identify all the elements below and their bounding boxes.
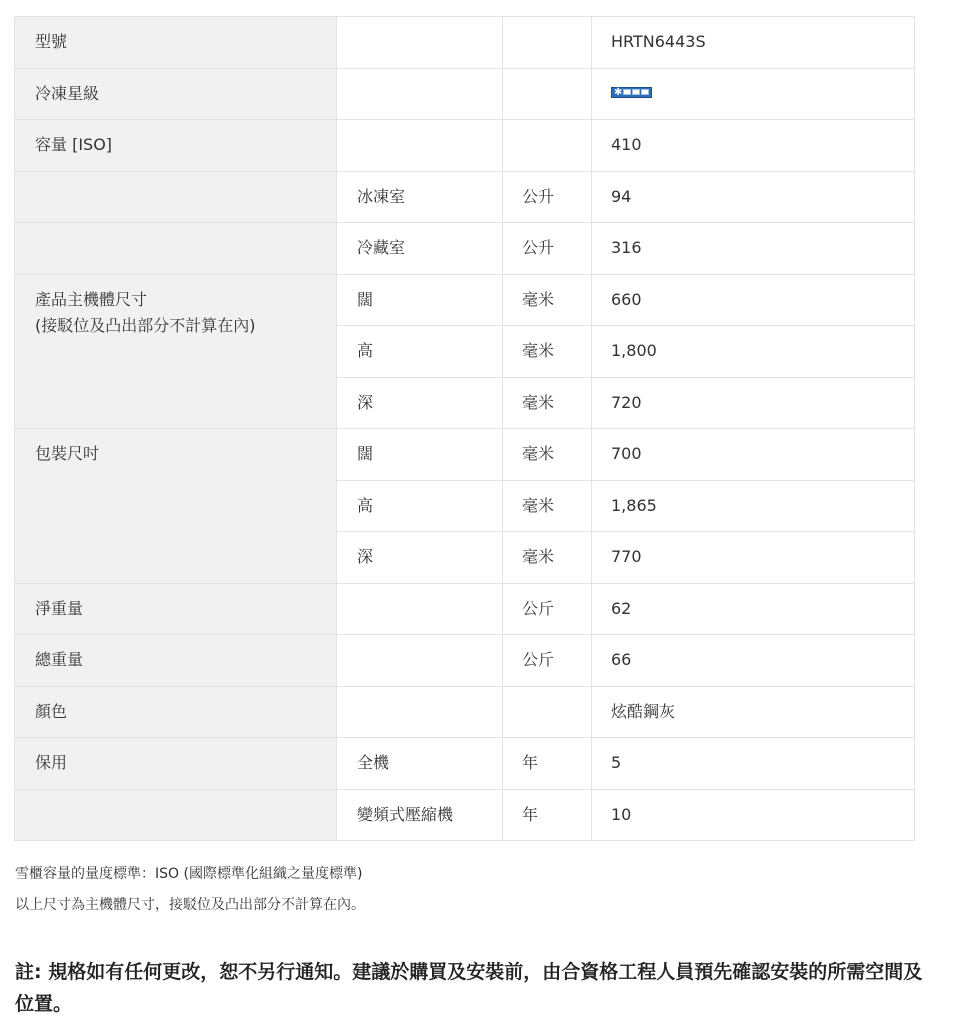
table-row-freezer-rating (15, 68, 915, 120)
table-row-net-weight (15, 583, 915, 635)
gross-weight-unit: 公斤 (503, 635, 592, 687)
table-row-gross-weight (15, 635, 915, 687)
color-value: 炫酷鋼灰 (592, 686, 915, 738)
dimension-name: 闊 (337, 274, 503, 326)
dimension-name: 高 (337, 480, 503, 532)
warranty-item-name: 變頻式壓縮機 (337, 789, 503, 841)
dimension-note: 以上尺寸為主機體尺寸，接駁位及凸出部分不計算在內。 (15, 897, 365, 913)
table-row-warranty-compressor (15, 789, 915, 841)
freezer-compartment-name: 冰凍室 (337, 171, 503, 223)
warranty-label: 保用 (15, 738, 337, 790)
table-row-warranty-unit (15, 738, 915, 790)
package-dimensions-label: 包裝尺吋 (15, 429, 337, 584)
freezer-rating-value (592, 68, 915, 120)
dimension-value: 1,800 (592, 326, 915, 378)
table-row-package-width (15, 429, 915, 481)
dimension-unit: 毫米 (503, 532, 592, 584)
empty-cell (337, 686, 503, 738)
dimension-unit: 毫米 (503, 274, 592, 326)
freezer-capacity-unit: 公升 (503, 171, 592, 223)
net-weight-label: 淨重量 (15, 583, 337, 635)
dimension-value: 1,865 (592, 480, 915, 532)
model-label: 型號 (15, 17, 337, 69)
empty-cell (337, 635, 503, 687)
net-weight-unit: 公斤 (503, 583, 592, 635)
four-star-freezer-rating-icon: ✱ (611, 87, 652, 98)
warranty-unit: 年 (503, 789, 592, 841)
dimension-name: 高 (337, 326, 503, 378)
table-row-product-width (15, 274, 915, 326)
dimension-name: 闊 (337, 429, 503, 481)
dimension-value: 660 (592, 274, 915, 326)
model-value: HRTN6443S (592, 17, 915, 69)
capacity-total-value: 410 (592, 120, 915, 172)
empty-cell (337, 17, 503, 69)
spec-table (14, 16, 915, 841)
freezer-capacity-value: 94 (592, 171, 915, 223)
gross-weight-value: 66 (592, 635, 915, 687)
table-row-capacity (15, 120, 915, 172)
empty-cell (337, 583, 503, 635)
product-dimensions-label: 產品主機體尺寸 (接駁位及凸出部分不計算在內) (15, 274, 337, 429)
dimension-unit: 毫米 (503, 480, 592, 532)
dimension-value: 720 (592, 377, 915, 429)
warranty-value: 5 (592, 738, 915, 790)
dimension-unit: 毫米 (503, 326, 592, 378)
disclaimer-text: 註: 規格如有任何更改，恕不另行通知。建議於購買及安裝前，由合資格工程人員預先確認安裝的所需空間及位置。 (15, 961, 923, 1015)
dimension-unit: 毫米 (503, 377, 592, 429)
net-weight-value: 62 (592, 583, 915, 635)
freezer-rating-label: 冷凍星級 (15, 68, 337, 120)
fridge-capacity-value: 316 (592, 223, 915, 275)
empty-cell (503, 68, 592, 120)
table-row-freezer-capacity (15, 171, 915, 223)
empty-cell (337, 120, 503, 172)
fridge-compartment-name: 冷藏室 (337, 223, 503, 275)
capacity-label: 容量 [ISO] (15, 120, 337, 172)
fridge-capacity-unit: 公升 (503, 223, 592, 275)
warranty-value: 10 (592, 789, 915, 841)
dimension-unit: 毫米 (503, 429, 592, 481)
color-label: 顏色 (15, 686, 337, 738)
empty-label-cell (15, 789, 337, 841)
dimension-name: 深 (337, 532, 503, 584)
empty-cell (337, 68, 503, 120)
table-row-model (15, 17, 915, 69)
dimension-value: 770 (592, 532, 915, 584)
empty-cell (503, 17, 592, 69)
empty-cell (503, 120, 592, 172)
dimension-value: 700 (592, 429, 915, 481)
warranty-item-name: 全機 (337, 738, 503, 790)
iso-capacity-note: 雪櫃容量的量度標準：ISO (國際標準化組織之量度標準) (15, 866, 363, 882)
table-row-color (15, 686, 915, 738)
empty-cell (503, 686, 592, 738)
table-row-fridge-capacity (15, 223, 915, 275)
empty-label-cell (15, 171, 337, 223)
warranty-unit: 年 (503, 738, 592, 790)
gross-weight-label: 總重量 (15, 635, 337, 687)
empty-label-cell (15, 223, 337, 275)
dimension-name: 深 (337, 377, 503, 429)
